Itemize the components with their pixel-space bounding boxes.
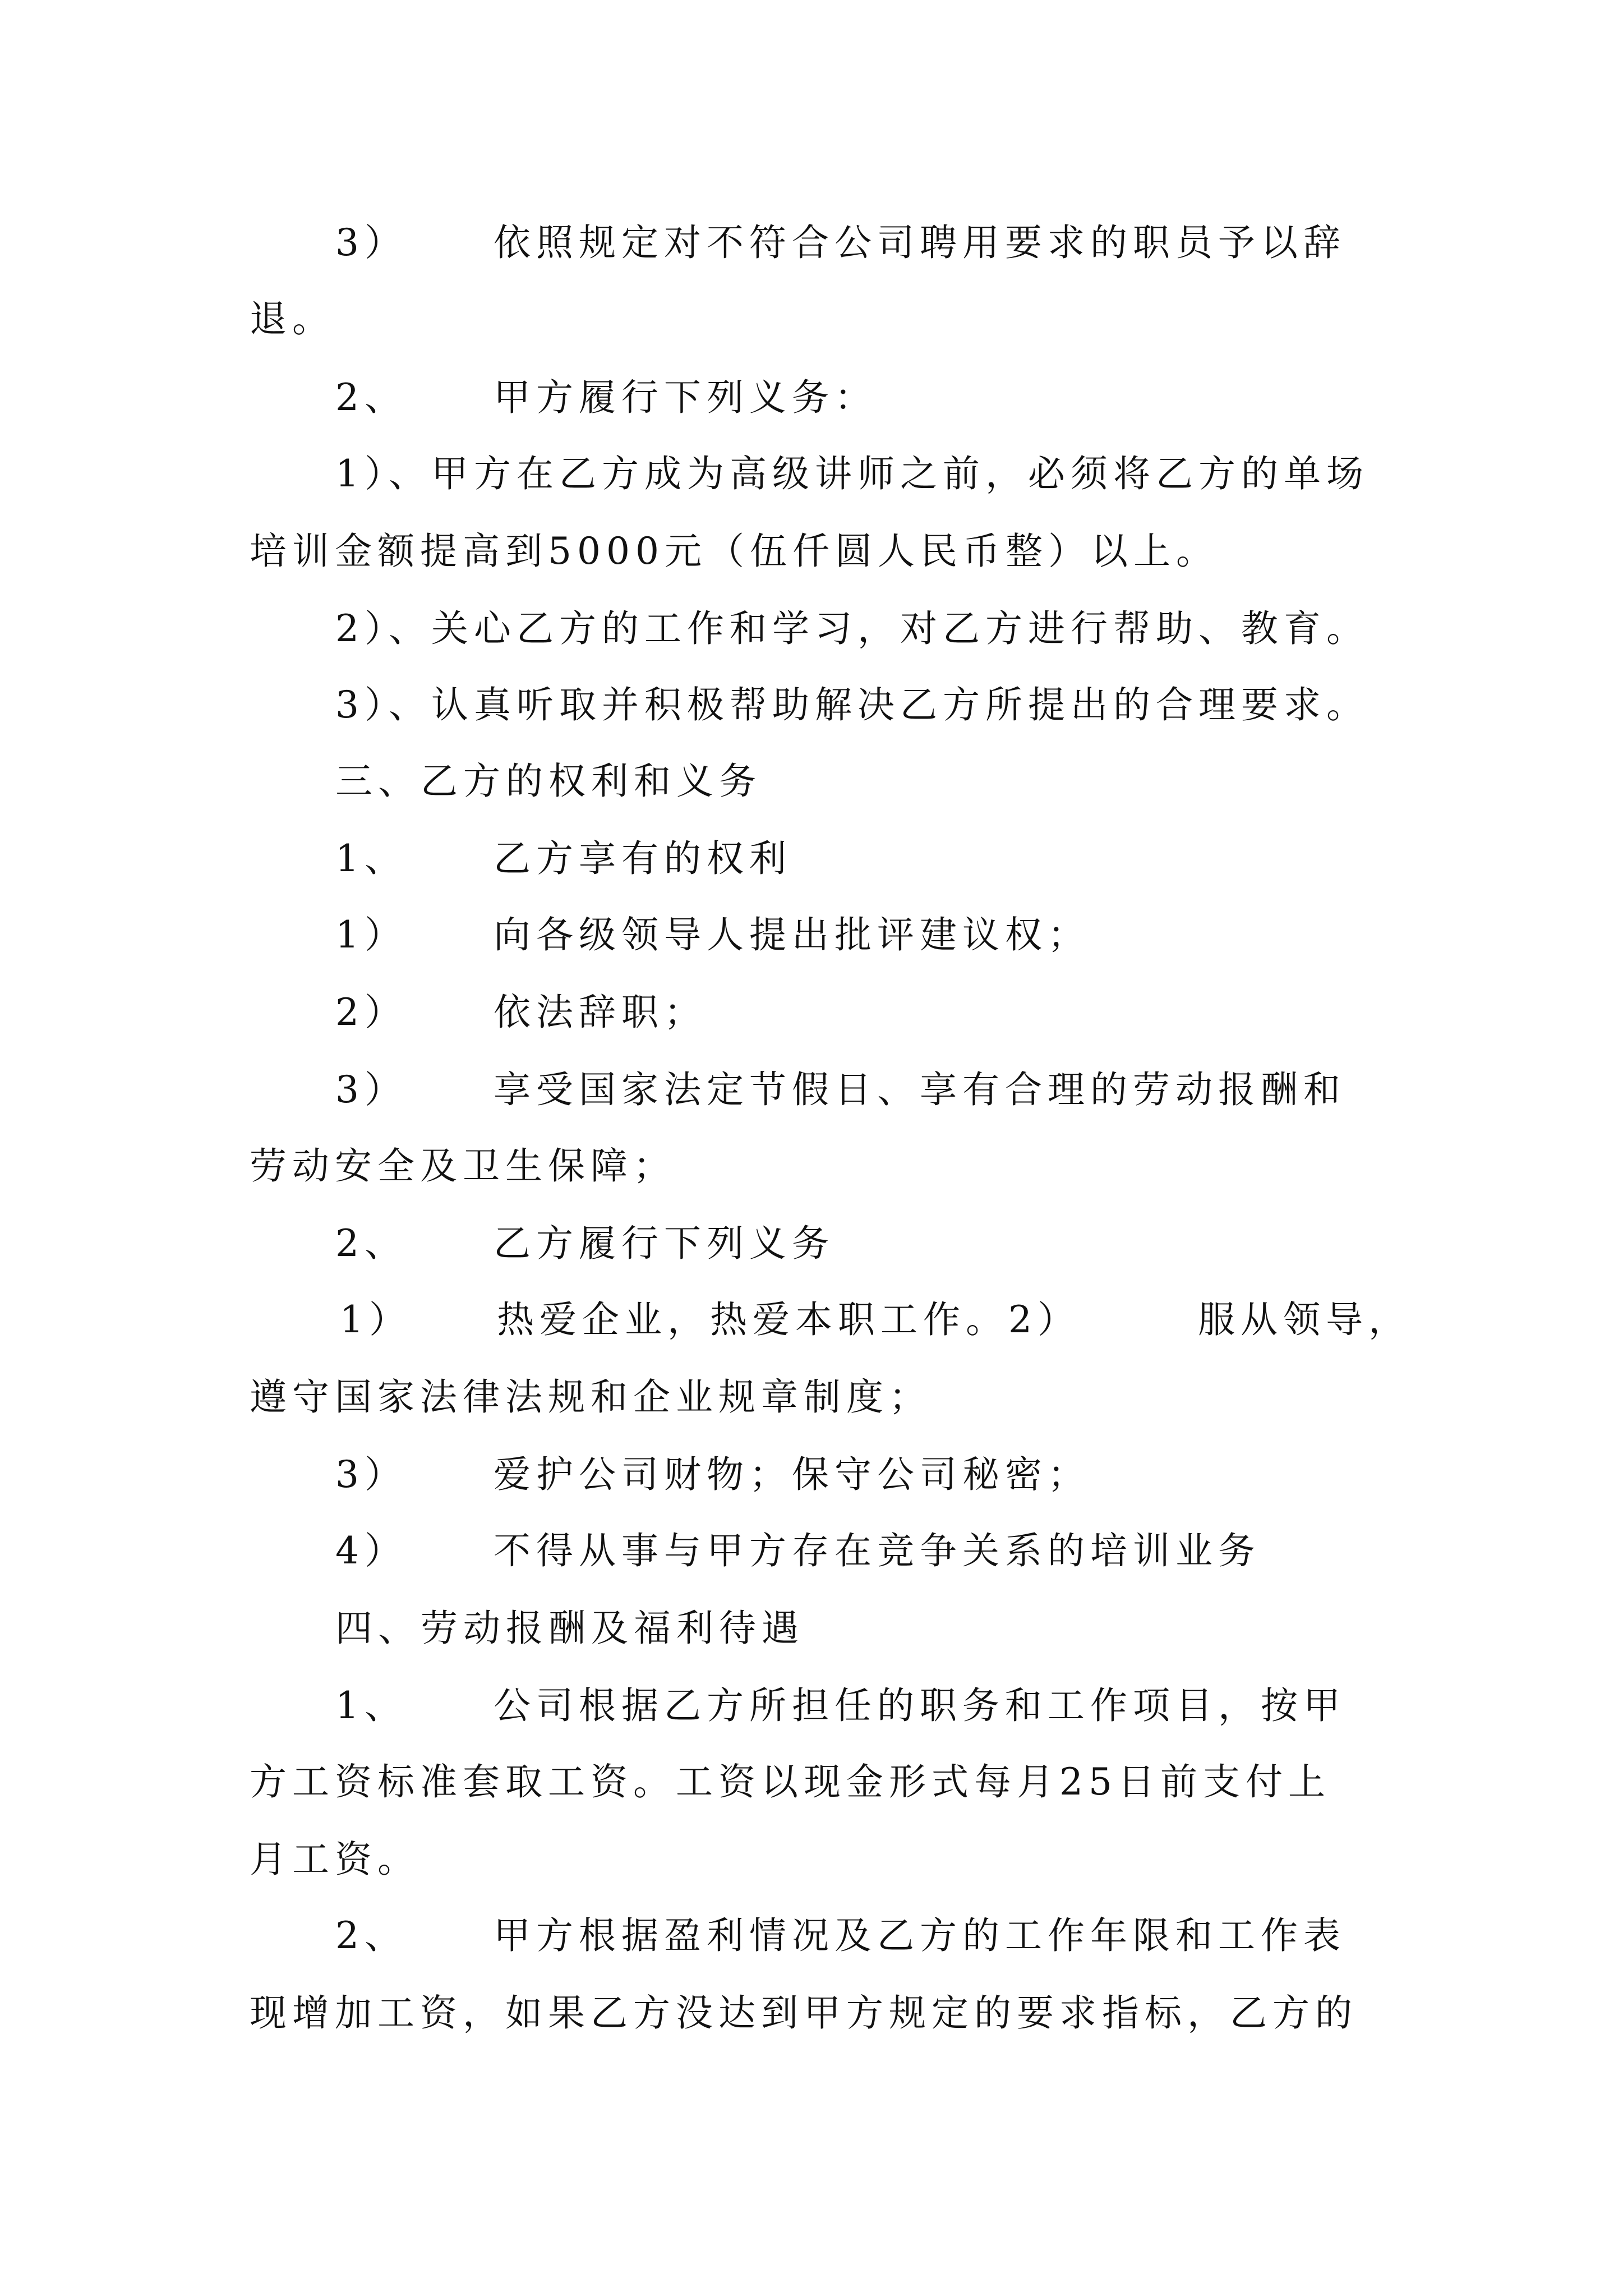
text-line: 向各级领导人提出批评建议权； bbox=[494, 913, 1090, 956]
text-line: 爱护公司财物；保守公司秘密； bbox=[494, 1453, 1090, 1496]
item-number: 1、 bbox=[335, 1684, 407, 1727]
item-number: 1） bbox=[340, 1298, 412, 1341]
section-heading: 三、乙方的权利和义务 bbox=[335, 760, 762, 803]
text-line: 2）、关心乙方的工作和学习，对乙方进行帮助、教育。 bbox=[335, 607, 1369, 650]
item-number: 2） bbox=[335, 991, 407, 1034]
text-line: 乙方履行下列义务 bbox=[494, 1222, 834, 1265]
text-line: 培训金额提高到5000元（伍仟圆人民币整）以上。 bbox=[250, 530, 1219, 573]
text-line: 退。 bbox=[250, 297, 335, 341]
item-number: 2、 bbox=[335, 1222, 407, 1265]
section-heading: 四、劳动报酬及福利待遇 bbox=[335, 1607, 804, 1650]
text-line: 方工资标准套取工资。工资以现金形式每月25日前支付上 bbox=[250, 1760, 1331, 1803]
text-line: 享受国家法定节假日、享有合理的劳动报酬和 bbox=[494, 1068, 1346, 1111]
text-line: 乙方享有的权利 bbox=[494, 837, 792, 880]
text-line: 依法辞职； bbox=[494, 991, 707, 1034]
text-line: 服从领导， bbox=[1198, 1298, 1411, 1341]
text-line: 公司根据乙方所担任的职务和工作项目，按甲 bbox=[494, 1684, 1346, 1727]
item-number: 2、 bbox=[335, 1914, 407, 1957]
item-number: 3） bbox=[335, 221, 407, 264]
item-number: 1） bbox=[335, 913, 407, 956]
item-number: 2、 bbox=[335, 376, 407, 419]
text-line: 不得从事与甲方存在竞争关系的培训业务 bbox=[494, 1529, 1261, 1572]
text-line: 热爱企业，热爱本职工作。2） bbox=[497, 1298, 1080, 1341]
text-line: 遵守国家法律法规和企业规章制度； bbox=[250, 1375, 932, 1419]
text-line: 月工资。 bbox=[250, 1838, 420, 1881]
text-line: 甲方履行下列义务： bbox=[494, 376, 877, 419]
text-line: 劳动安全及卫生保障； bbox=[250, 1144, 676, 1188]
item-number: 3） bbox=[335, 1068, 407, 1111]
text-line: 现增加工资，如果乙方没达到甲方规定的要求指标，乙方的 bbox=[250, 1991, 1358, 2035]
item-number: 3） bbox=[335, 1453, 407, 1496]
text-line: 1）、甲方在乙方成为高级讲师之前，必须将乙方的单场 bbox=[335, 452, 1369, 495]
text-line: 甲方根据盈利情况及乙方的工作年限和工作表 bbox=[494, 1914, 1346, 1957]
text-line: 3）、认真听取并积极帮助解决乙方所提出的合理要求。 bbox=[335, 683, 1369, 726]
text-line: 依照规定对不符合公司聘用要求的职员予以辞 bbox=[494, 221, 1346, 264]
item-number: 4） bbox=[335, 1529, 407, 1572]
item-number: 1、 bbox=[335, 837, 407, 880]
